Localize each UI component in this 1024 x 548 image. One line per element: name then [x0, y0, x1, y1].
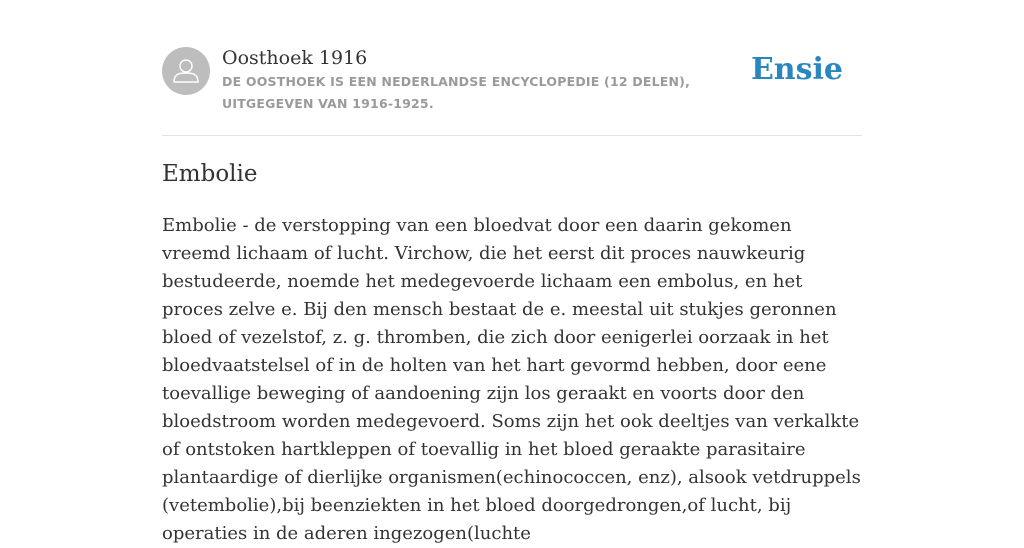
source-header	[162, 0, 862, 136]
entry-title: Embolie	[162, 161, 258, 187]
user-avatar-icon	[162, 47, 210, 95]
source-title[interactable]: Oosthoek 1916	[222, 47, 368, 69]
ensie-logo[interactable]: Ensie	[750, 52, 843, 87]
source-description: DE OOSTHOEK IS EEN NEDERLANDSE ENCYCLOPEDIE (12 DELEN), UITGEGEVEN VAN 1916-1925.	[222, 74, 691, 111]
source-avatar[interactable]	[162, 47, 210, 95]
page	[162, 0, 862, 544]
entry-body: Embolie - de verstopping van een bloedvat door een daarin gekomen vreemd lichaam of lucht. Virchow, die het eerst dit proces nauwkeurig bestudeerde, noemde het medegevoerde lichaam een embolus, en het proces zelve e. Bij den mensch bestaat de e. meestal uit stukjes geronnen bloed of vezelstof, z. g. thromben, die zich door eenigerlei oorzaak in het bloedvaatstelsel of in de holten van het hart gevormd hebben, door eene toevallige beweging of aandoening zijn los geraakt en voorts door den bloedstroom worden medegevoerd. Soms zijn het ook deeltjes van verkalkte of ontstoken hartkleppen of toevallig in het bloed geraakte parasitaire plantaardige of dierlijke organismen(echinococcen, enz), alsook vetdruppels (vetembolie),bij beenziekten in het bloed doorgedrongen,of lucht, bij operaties in de aderen ingezogen(luchte	[162, 215, 861, 544]
source-info	[222, 44, 762, 115]
